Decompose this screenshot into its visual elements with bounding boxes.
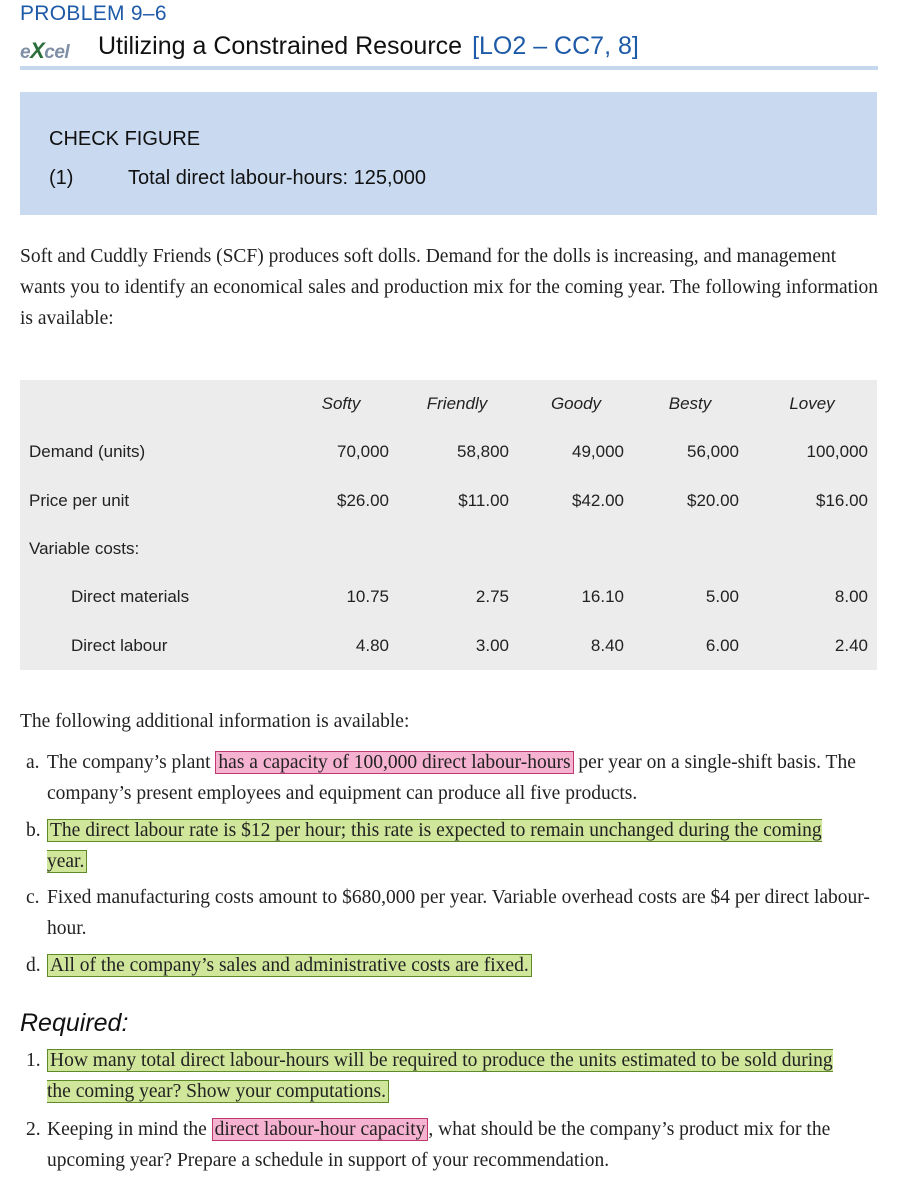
highlight-fixed-costs: All of the company’s sales and administrative costs are fixed.: [47, 954, 532, 977]
table-cell: $20.00: [687, 491, 739, 510]
item-c-text: Fixed manufacturing costs amount to $680,000 per year. Variable overhead costs are $4 per direct labour-hour.: [47, 887, 870, 939]
highlight-question-1: How many total direct labour-hours will be required to produce the units estimated to be sold during the coming year? Show your computations.: [47, 1050, 833, 1102]
table-cell: 4.80: [355, 636, 389, 655]
highlight-capacity: has a capacity of 100,000 direct labour-hours: [215, 751, 573, 774]
item-a-post: per year on a single-shift basis. The company’s present employees and equipment can produce all five products.: [47, 752, 856, 804]
table-cell: $26.00: [337, 491, 389, 510]
table-cell: $11.00: [458, 491, 509, 510]
row-label-demand: Demand (units): [29, 442, 146, 461]
check-figure-text: Total direct labour-hours: 125,000: [128, 167, 426, 189]
table-cell: 5.00: [705, 587, 739, 606]
column-header-softy: Softy: [321, 394, 361, 413]
table-cell: 2.40: [834, 636, 868, 655]
problem-label: PROBLEM 9–6: [20, 2, 167, 25]
table-cell: 8.40: [590, 636, 624, 655]
question-number: 1.: [26, 1050, 41, 1071]
learning-objectives: [LO2 – CC7, 8]: [472, 32, 639, 60]
additional-info-title: The following additional information is available:: [20, 711, 410, 732]
column-header-goody: Goody: [550, 394, 602, 413]
table-cell: 8.00: [834, 587, 868, 606]
list-letter: d.: [26, 955, 41, 976]
row-label-direct-materials: Direct materials: [71, 587, 190, 606]
check-figure-number: (1): [49, 167, 74, 189]
title-row: [20, 32, 878, 70]
table-cell: 100,000: [806, 442, 868, 461]
column-header-lovey: Lovey: [789, 394, 835, 413]
item-a-pre: The company’s plant: [47, 752, 211, 773]
row-label-variable-costs: Variable costs:: [29, 539, 140, 558]
question-1: [26, 1045, 846, 1107]
question-2: [26, 1114, 882, 1176]
list-item-d: [26, 950, 882, 981]
table-cell: $42.00: [572, 491, 624, 510]
table-cell: 16.10: [581, 587, 624, 606]
list-letter: b.: [26, 820, 41, 841]
table-cell: 56,000: [687, 442, 739, 461]
table-cell: 6.00: [705, 636, 739, 655]
column-header-besty: Besty: [668, 394, 712, 413]
row-label-direct-labour: Direct labour: [71, 636, 168, 655]
data-table: [20, 380, 877, 670]
list-item-b: [26, 815, 826, 877]
question-2-post: , what should be the company’s product mix for the upcoming year? Prepare a schedule in support of your recommendation.: [47, 1119, 831, 1171]
table-cell: 49,000: [572, 442, 624, 461]
required-title: Required:: [20, 1009, 129, 1037]
table-cell: 3.00: [475, 636, 509, 655]
list-item-a: [26, 747, 882, 809]
question-number: 2.: [26, 1119, 41, 1140]
list-letter: c.: [26, 887, 40, 908]
excel-logo-icon: eXcel: [20, 38, 70, 63]
highlight-labour-capacity: direct labour-hour capacity: [212, 1118, 429, 1141]
table-cell: 10.75: [346, 587, 389, 606]
table-cell: 2.75: [475, 587, 509, 606]
table-cell: 58,800: [457, 442, 509, 461]
highlight-labour-rate: The direct labour rate is $12 per hour; this rate is expected to remain unchanged during the coming year.: [47, 820, 822, 872]
table-cell: 70,000: [337, 442, 389, 461]
problem-title-text: Utilizing a Constrained Resource: [98, 32, 463, 60]
intro-paragraph: Soft and Cuddly Friends (SCF) produces soft dolls. Demand for the dolls is increasing, and management wants you to identify an economical sales and production mix for the coming year. The following information is available:: [20, 246, 878, 329]
row-label-price: Price per unit: [29, 491, 130, 510]
check-figure-box: [20, 92, 877, 215]
table-cell: $16.00: [816, 491, 868, 510]
question-2-pre: Keeping in mind the: [47, 1119, 207, 1140]
column-header-friendly: Friendly: [426, 394, 488, 413]
check-figure-title: CHECK FIGURE: [49, 128, 201, 150]
list-letter: a.: [26, 752, 40, 773]
list-item-c: [26, 882, 882, 944]
problem-title: [98, 32, 639, 61]
